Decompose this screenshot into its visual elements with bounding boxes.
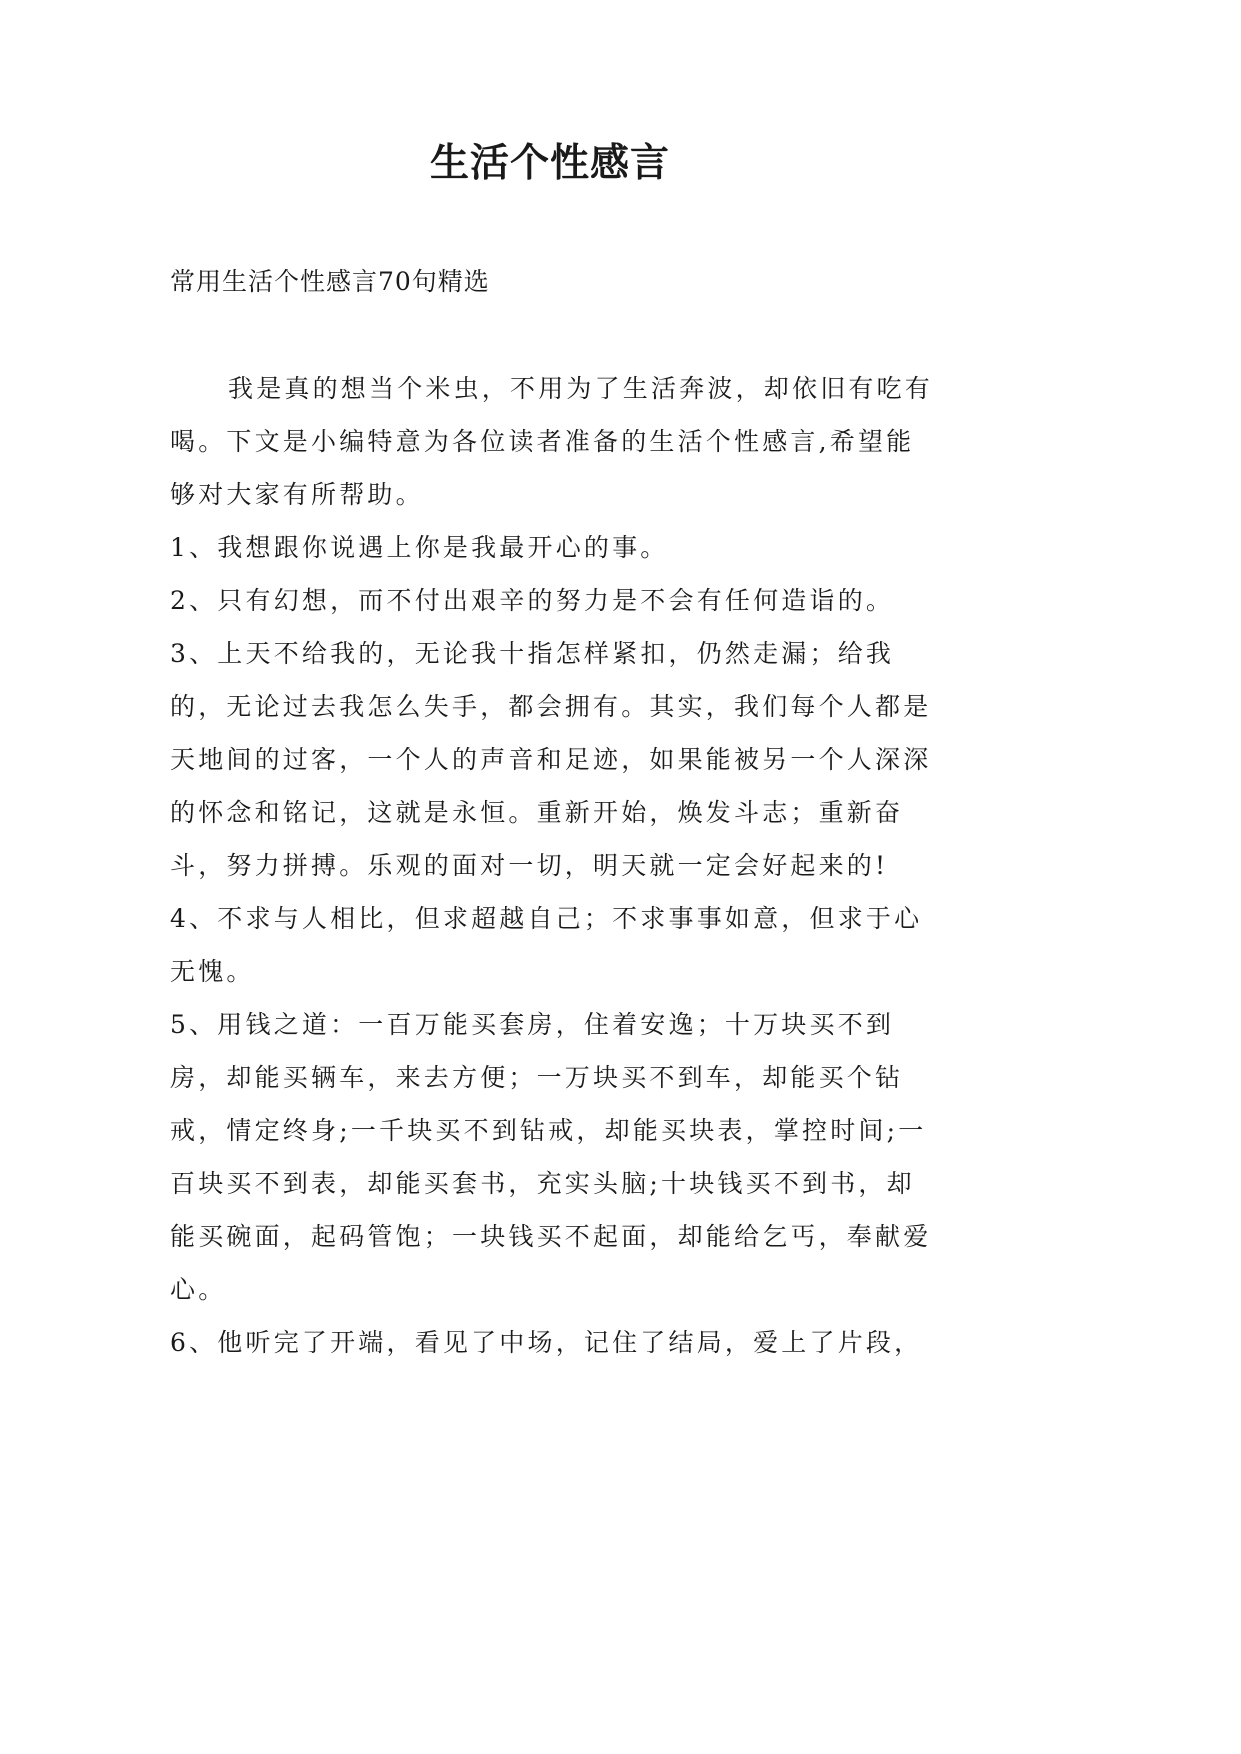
list-item-1: 1、我想跟你说遇上你是我最开心的事。	[170, 533, 669, 562]
document-title: 生活个性感言	[429, 140, 670, 186]
document-subtitle: 常用生活个性感言70句精选	[170, 267, 490, 296]
document-body	[170, 362, 940, 1369]
list-item-4: 4、不求与人相比，但求超越自己；不求事事如意，但求于心无愧。	[170, 904, 923, 986]
list-item-5: 5、用钱之道：一百万能买套房，住着安逸；十万块买不到房，却能买辆车，来去方便；一万块买不到车，却能买个钻戒，情定终身;一千块买不到钻戒，却能买块表，掌控时间;一百块买不到表，却能买套书，充实头脑;十块钱买不到书，却能买碗面，起码管饱；一块钱买不起面，却能给乞丐，奉献爱心。	[170, 1010, 932, 1304]
list-item-3: 3、上天不给我的，无论我十指怎样紧扣，仍然走漏；给我的，无论过去我怎么失手，都会拥有。其实，我们每个人都是天地间的过客，一个人的声音和足迹，如果能被另一个人深深的怀念和铭记，这就是永恒。重新开始，焕发斗志；重新奋斗，努力拼搏。乐观的面对一切，明天就一定会好起来的!	[170, 639, 932, 880]
intro-paragraph: 我是真的想当个米虫，不用为了生活奔波，却依旧有吃有喝。下文是小编特意为各位读者准备的生活个性感言,希望能够对大家有所帮助。	[170, 374, 934, 509]
list-item-6: 6、他听完了开端，看见了中场，记住了结局，爱上了片段，	[170, 1328, 923, 1357]
list-item-2: 2、只有幻想，而不付出艰辛的努力是不会有任何造诣的。	[170, 586, 895, 615]
